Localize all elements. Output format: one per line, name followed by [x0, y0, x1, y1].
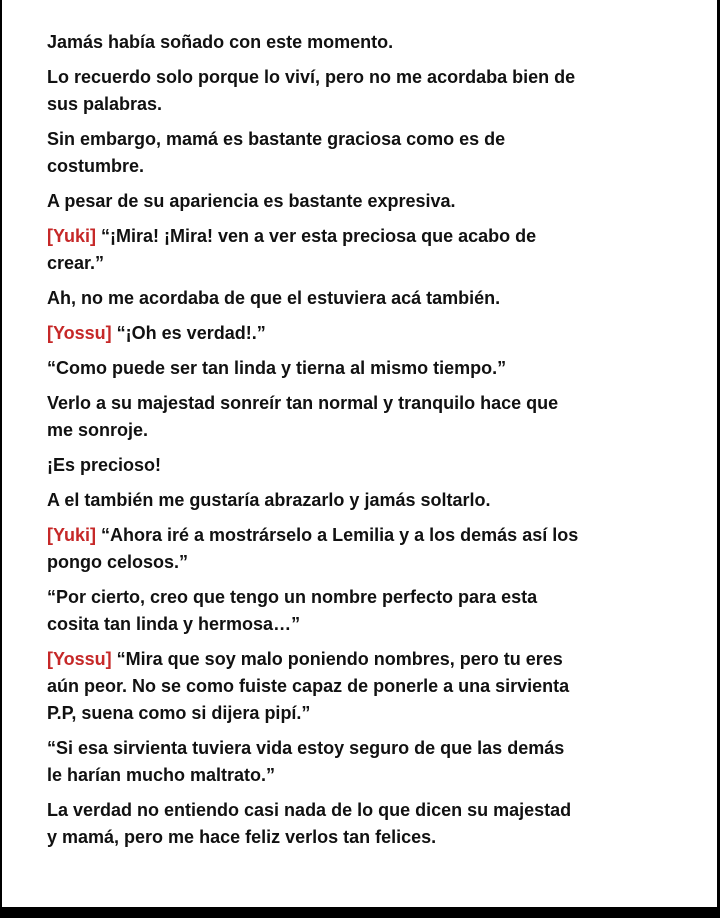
line-text: sus palabras.	[47, 94, 163, 114]
dialogue-paragraph	[47, 320, 578, 347]
text-line	[47, 417, 578, 444]
text-line	[47, 584, 578, 611]
text-line	[47, 91, 578, 118]
text-line	[47, 522, 578, 549]
line-text: “Mira que soy malo poniendo nombres, pero tu eres	[111, 649, 563, 669]
narration-paragraph	[47, 390, 578, 444]
text-line	[47, 646, 578, 673]
narration-paragraph	[47, 452, 578, 479]
text-line	[47, 452, 578, 479]
line-text: cosita tan linda y hermosa…”	[47, 614, 301, 634]
dialogue-paragraph	[47, 223, 578, 277]
text-line	[47, 64, 578, 91]
text-line	[47, 126, 578, 153]
text-line	[47, 188, 578, 215]
speaker-name: [Yuki]	[47, 525, 97, 545]
line-text: le harían mucho maltrato.”	[47, 765, 276, 785]
line-text: crear.”	[47, 253, 105, 273]
line-text: Verlo a su majestad sonreír tan normal y tranquilo hace que	[47, 393, 559, 413]
text-line	[47, 797, 578, 824]
line-text: Jamás había soñado con este momento.	[47, 32, 394, 52]
text-line	[47, 285, 578, 312]
line-text: pongo celosos.”	[47, 552, 189, 572]
speaker-name: [Yuki]	[47, 226, 97, 246]
line-text: “¡Oh es verdad!.”	[111, 323, 266, 343]
line-text: A el también me gustaría abrazarlo y jamás soltarlo.	[47, 490, 491, 510]
line-text: Sin embargo, mamá es bastante graciosa como es de	[47, 129, 506, 149]
text-line	[47, 250, 578, 277]
dialogue-paragraph	[47, 522, 578, 576]
narration-paragraph	[47, 188, 578, 215]
line-text: “Si esa sirvienta tuviera vida estoy seguro de que las demás	[47, 738, 565, 758]
text-line	[47, 29, 578, 56]
line-text: A pesar de su apariencia es bastante expresiva.	[47, 191, 456, 211]
line-text: me sonroje.	[47, 420, 149, 440]
text-line	[47, 320, 578, 347]
document-body	[47, 29, 578, 859]
speaker-name: [Yossu]	[47, 649, 112, 669]
speaker-name: [Yossu]	[47, 323, 112, 343]
text-line	[47, 611, 578, 638]
line-text: aún peor. No se como fuiste capaz de ponerle a una sirvienta	[47, 676, 570, 696]
text-line	[47, 824, 578, 851]
text-line	[47, 700, 578, 727]
narration-paragraph	[47, 29, 578, 56]
narration-paragraph	[47, 584, 578, 638]
text-line	[47, 223, 578, 250]
narration-paragraph	[47, 285, 578, 312]
narration-paragraph	[47, 797, 578, 851]
narration-paragraph	[47, 735, 578, 789]
text-line	[47, 735, 578, 762]
text-line	[47, 355, 578, 382]
line-text: P.P, suena como si dijera pipí.”	[47, 703, 311, 723]
text-line	[47, 487, 578, 514]
dialogue-paragraph	[47, 646, 578, 727]
text-line	[47, 390, 578, 417]
line-text: Ah, no me acordaba de que el estuviera acá también.	[47, 288, 501, 308]
text-line	[47, 762, 578, 789]
text-line	[47, 153, 578, 180]
narration-paragraph	[47, 126, 578, 180]
line-text: y mamá, pero me hace feliz verlos tan felices.	[47, 827, 437, 847]
narration-paragraph	[47, 64, 578, 118]
text-line	[47, 549, 578, 576]
document-page	[2, 0, 717, 907]
line-text: Lo recuerdo solo porque lo viví, pero no me acordaba bien de	[47, 67, 576, 87]
narration-paragraph	[47, 487, 578, 514]
line-text: “Ahora iré a mostrárselo a Lemilia y a los demás así los	[96, 525, 579, 545]
line-text: “Como puede ser tan linda y tierna al mismo tiempo.”	[47, 358, 507, 378]
line-text: La verdad no entiendo casi nada de lo que dicen su majestad	[47, 800, 572, 820]
text-line	[47, 673, 578, 700]
line-text: “Por cierto, creo que tengo un nombre perfecto para esta	[47, 587, 538, 607]
line-text: ¡Es precioso!	[47, 455, 162, 475]
line-text: costumbre.	[47, 156, 145, 176]
narration-paragraph	[47, 355, 578, 382]
line-text: “¡Mira! ¡Mira! ven a ver esta preciosa que acabo de	[96, 226, 537, 246]
